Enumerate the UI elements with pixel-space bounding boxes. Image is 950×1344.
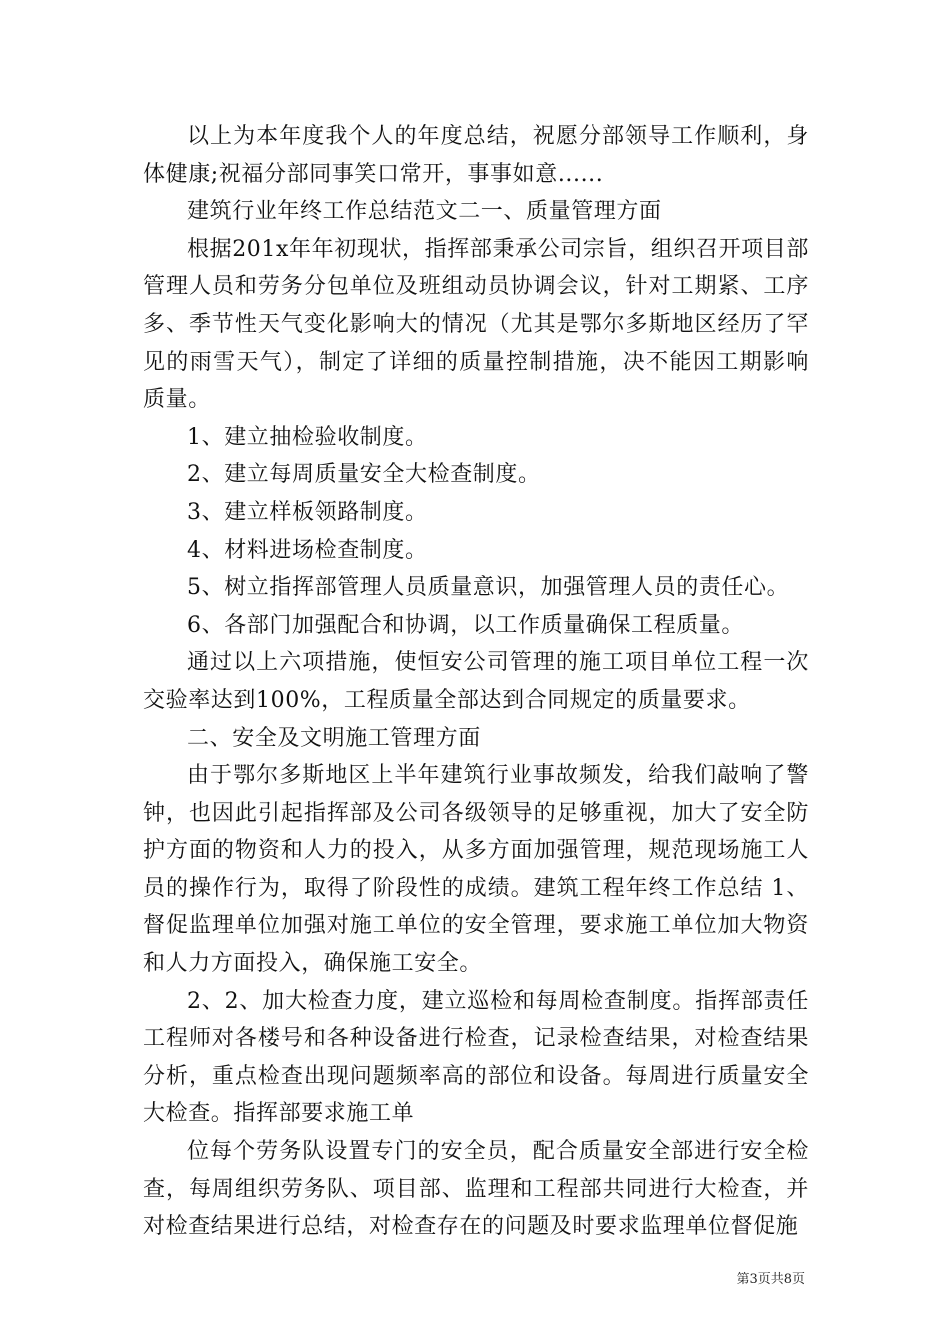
- paragraph-safety-intro: 由于鄂尔多斯地区上半年建筑行业事故频发，给我们敲响了警钟，也因此引起指挥部及公司各级领导的足够重视，加大了安全防护方面的物资和人力的投入，从多方面加强管理，规范现场施工人员的操作行为，取得了阶段性的成绩。建筑工程年终工作总结 1、督促监理单位加强对施工单位的安全管理，要求施工单位加大物资和人力方面投入，确保施工安全。: [143, 763, 809, 977]
- list-item-measure-6: 6、各部门加强配合和协调，以工作质量确保工程质量。: [187, 612, 744, 638]
- list-item-measure-4: 4、材料进场检查制度。: [187, 537, 428, 563]
- page-number: 第3页共8页: [736, 1272, 805, 1287]
- paragraph-safety-officer: 位每个劳务队设置专门的安全员，配合质量安全部进行安全检查，每周组织劳务队、项目部、监理和工程部共同进行大检查，并对检查结果进行总结，对检查存在的问题及时要求监理单位督促施: [143, 1139, 809, 1240]
- paragraph-closing-wishes: 以上为本年度我个人的年度总结，祝愿分部领导工作顺利，身体健康;祝福分部同事笑口常开，事事如意......: [143, 124, 809, 187]
- section-heading-quality: 建筑行业年终工作总结范文二一、质量管理方面: [187, 199, 662, 225]
- section-heading-safety: 二、安全及文明施工管理方面: [187, 725, 481, 751]
- document-body: [143, 118, 809, 1246]
- paragraph-inspection: 2、2、加大检查力度，建立巡检和每周检查制度。指挥部责任工程师对各楼号和各种设备进行检查，记录检查结果，对检查结果分析，重点检查出现问题频率高的部位和设备。每周进行质量安全大检查。指挥部要求施工单: [143, 988, 809, 1127]
- list-item-measure-3: 3、建立样板领路制度。: [187, 499, 428, 525]
- paragraph-quality-intro: 根据201x年年初现状，指挥部秉承公司宗旨，组织召开项目部管理人员和劳务分包单位及班组动员协调会议，针对工期紧、工序多、季节性天气变化影响大的情况（尤其是鄂尔多斯地区经历了罕见的雨雪天气），制定了详细的质量控制措施，决不能因工期影响质量。: [143, 236, 809, 413]
- list-item-measure-5: 5、树立指挥部管理人员质量意识，加强管理人员的责任心。: [187, 575, 790, 601]
- paragraph-quality-result: 通过以上六项措施，使恒安公司管理的施工项目单位工程一次交验率达到100%，工程质量全部达到合同规定的质量要求。: [143, 650, 809, 713]
- list-item-measure-2: 2、建立每周质量安全大检查制度。: [187, 462, 541, 488]
- list-item-measure-1: 1、建立抽检验收制度。: [187, 424, 428, 450]
